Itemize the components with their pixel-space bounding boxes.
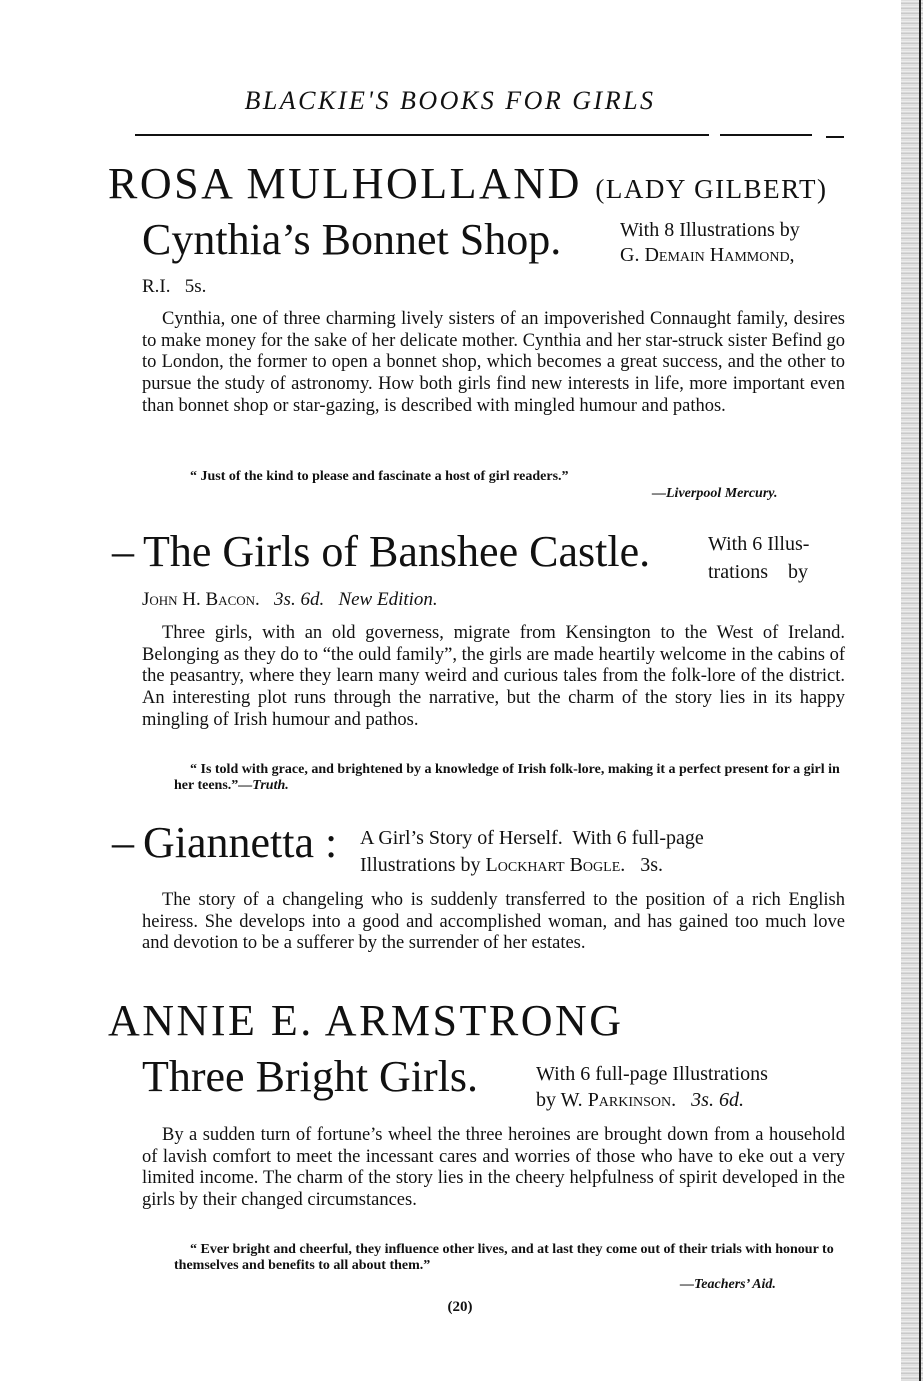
review-quote-text: “ Is told with grace, and brightened by a knowledge of Irish folk-lore, making it a perfect present for a girl in her teens.”: [174, 762, 840, 793]
page-number: (20): [447, 1299, 473, 1315]
author-heading: [108, 158, 827, 209]
book-byline: [142, 276, 206, 298]
book-description: By a sudden turn of fortune’s wheel the three heroines are brought down from a household of lavish comfort to meet the incessant cares and worries of those who have to eke out a very limited income. The charm of the story lies in the cheery helpfulness of spirit developed in the girls by their changed circumstances.: [142, 1125, 845, 1211]
illustration-note-cont: [360, 853, 663, 877]
book-description: Cynthia, one of three charming lively sisters of an impoverished Connaught family, desires to make money for the sake of her delicate mother. Cynthia and her star-struck sister Befind go to London, the former to open a bonnet shop, which becomes a great success, and the other to pursue the study of astronomy. How both girls find new interests in life, more important even than bonnet shop or star-gazing, is described with mingled humour and pathos.: [142, 309, 845, 416]
book-title: Cynthia’s Bonnet Shop.: [142, 215, 562, 264]
illustrator-name: John H. Bacon.: [142, 589, 260, 610]
review-source: —Truth.: [238, 778, 289, 793]
page-edge-line: [919, 0, 921, 1381]
book-byline: [142, 589, 438, 611]
illustration-note: A Girl’s Story of Herself. With 6 full-page: [360, 827, 704, 849]
author-heading: ANNIE E. ARMSTRONG: [108, 996, 624, 1045]
book-description: The story of a changeling who is suddenly transferred to the position of a rich English heiress. She develops into a good and accomplished woman, and has gained too much love and devotion to be a sufferer by the surrender of her estates.: [142, 890, 845, 954]
illustration-note: With 8 Illustrations by: [620, 219, 800, 241]
page-header: BLACKIE'S BOOKS FOR GIRLS: [244, 86, 656, 115]
header-rule-right: [720, 134, 812, 136]
illustrator-name: Lockhart Bogle.: [485, 854, 626, 876]
author-alias: (LADY GILBERT): [595, 174, 828, 204]
review-source: —Liverpool Mercury.: [652, 486, 778, 501]
header-rule: [135, 134, 709, 136]
book-title: Giannetta :: [143, 818, 338, 867]
review-source: —Teachers’ Aid.: [680, 1277, 776, 1292]
review-quote: [174, 762, 846, 794]
book-title: The Girls of Banshee Castle.: [143, 527, 651, 576]
book-price: 3s. 6d.: [274, 589, 325, 610]
illustration-note: With 6 Illus-: [708, 533, 810, 555]
header-rule-tail: [826, 136, 844, 138]
book-price: 3s. 6d.: [691, 1089, 744, 1111]
book-description: Three girls, with an old governess, migrate from Kensington to the West of Ireland. Belonging as they do to “the ould family”, the girls are made heartily welcome in the cabins of the peasantry, where they learn many weird and curious tales from the folk-lore of the district. An interesting plot runs through the narrative, but the charm of the story lies in its happy mingling of Irish humour and pathos.: [142, 623, 845, 730]
book-title: Three Bright Girls.: [142, 1052, 479, 1101]
illustration-note-text: by W.: [536, 1089, 583, 1111]
illustration-note: With 6 full-page Illustrations: [536, 1063, 768, 1085]
book-price: 5s.: [184, 276, 207, 297]
review-quote: “ Ever bright and cheerful, they influence other lives, and at last they come out of their trials with honour to themselves and benefits to all about them.”: [174, 1242, 834, 1273]
book-price: 3s.: [640, 854, 664, 876]
author-name: ROSA MULHOLLAND: [108, 159, 582, 208]
illustration-note-text: Illustrations by: [360, 854, 481, 876]
review-quote: “ Just of the kind to please and fascinate a host of girl readers.”: [190, 469, 569, 484]
edition-note: New Edition.: [338, 589, 438, 610]
entry-dash: –: [112, 818, 134, 867]
illustrator-name: G. Demain Hammond,: [620, 244, 795, 266]
entry-dash: –: [112, 527, 134, 576]
illustration-note-cont: [536, 1088, 744, 1112]
illustrator-honour: R.I.: [142, 276, 171, 297]
illustration-note-cont: trations by: [708, 561, 808, 583]
illustrator-name: Parkinson.: [587, 1089, 677, 1111]
